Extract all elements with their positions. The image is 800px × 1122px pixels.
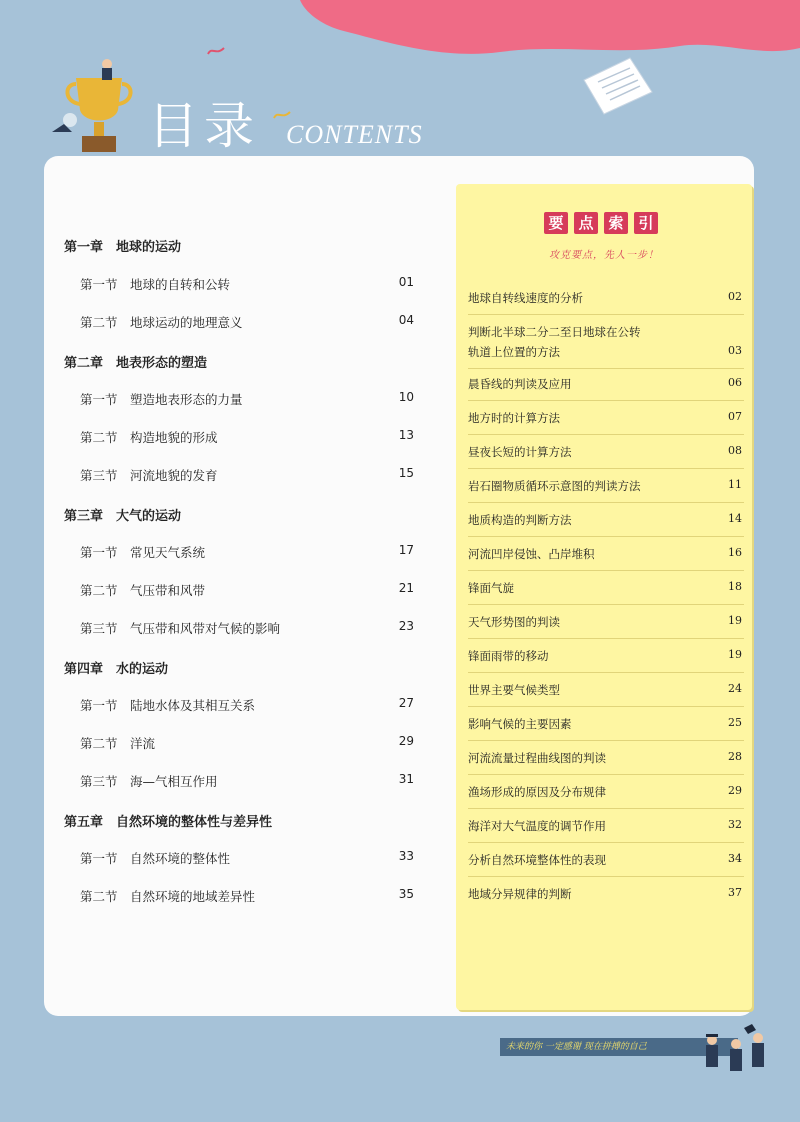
index-item-page: 19: [728, 648, 742, 661]
toc-section[interactable]: [44, 619, 464, 639]
page-number: 31: [398, 772, 414, 786]
index-item-page: 06: [728, 376, 742, 389]
page-number: 33: [398, 849, 414, 863]
index-item-title: 河流流量过程曲线图的判读: [468, 751, 606, 765]
toc-section[interactable]: [44, 390, 464, 410]
index-divider: [468, 740, 744, 741]
index-divider: [468, 434, 744, 435]
page-number: 29: [398, 734, 414, 748]
index-divider: [468, 536, 744, 537]
title-english: CONTENTS: [286, 120, 423, 149]
page-number: 35: [398, 887, 414, 901]
chapter-title: 第五章 自然环境的整体性与差异性: [64, 815, 273, 830]
chapter-title: 第二章 地表形态的塑造: [64, 356, 208, 371]
index-item[interactable]: [468, 322, 744, 362]
index-item-page: 14: [728, 512, 742, 525]
index-item-title: 地方时的计算方法: [468, 411, 560, 425]
index-item-title: 锋面气旋: [468, 581, 514, 595]
section-title: 第二节 气压带和风带: [80, 583, 206, 598]
index-item-page: 03: [728, 344, 742, 357]
index-item-title: 世界主要气候类型: [468, 683, 560, 697]
graduates-illustration: [694, 1022, 774, 1092]
index-item[interactable]: [468, 714, 744, 734]
index-item[interactable]: [468, 442, 744, 462]
index-item-page: 11: [728, 478, 742, 491]
index-subtitle: 攻克要点，先人一步！: [549, 250, 659, 261]
toc-chapter[interactable]: [44, 811, 464, 831]
toc-section[interactable]: [44, 543, 464, 563]
toc-section[interactable]: [44, 887, 464, 907]
index-item-page: 25: [728, 716, 742, 729]
motto-strip: 未来的你 一定感谢 现在拼搏的自己: [500, 1038, 738, 1056]
toc-chapter[interactable]: [44, 658, 464, 678]
index-item-title: 海洋对大气温度的调节作用: [468, 819, 606, 833]
index-item-page: 16: [728, 546, 742, 559]
index-item-page: 28: [728, 750, 742, 763]
toc-section[interactable]: [44, 734, 464, 754]
index-item-title: 锋面雨带的移动: [468, 649, 549, 663]
chapter-title: 第一章 地球的运动: [64, 240, 182, 255]
index-item-title-line2: 轨道上位置的方法: [468, 345, 560, 359]
section-title: 第一节 常见天气系统: [80, 545, 206, 560]
index-item[interactable]: [468, 816, 744, 836]
index-divider: [468, 502, 744, 503]
index-divider: [468, 314, 744, 315]
section-title: 第二节 地球运动的地理意义: [80, 315, 243, 330]
index-divider: [468, 368, 744, 369]
index-item[interactable]: [468, 646, 744, 666]
index-item-page: 24: [728, 682, 742, 695]
page-number: 27: [398, 696, 414, 710]
index-title: [544, 212, 664, 236]
index-divider: [468, 468, 744, 469]
index-divider: [468, 842, 744, 843]
trophy-icon: [42, 50, 142, 160]
index-item[interactable]: [468, 408, 744, 428]
index-item[interactable]: [468, 782, 744, 802]
index-divider: [468, 570, 744, 571]
toc-section[interactable]: [44, 428, 464, 448]
section-title: 第三节 气压带和风带对气候的影响: [80, 621, 281, 636]
section-title: 第三节 海—气相互作用: [80, 774, 218, 789]
index-item-page: 32: [728, 818, 742, 831]
index-divider: [468, 638, 744, 639]
index-item[interactable]: [468, 612, 744, 632]
index-divider: [468, 604, 744, 605]
key-points-index-panel: [456, 184, 752, 1010]
index-item[interactable]: [468, 476, 744, 496]
toc-section[interactable]: [44, 275, 464, 295]
toc-section[interactable]: [44, 313, 464, 333]
squiggle-decoration: [206, 44, 226, 58]
index-item-page: 19: [728, 614, 742, 627]
index-item-title: 天气形势图的判读: [468, 615, 560, 629]
index-item-page: 08: [728, 444, 742, 457]
page-number: 04: [398, 313, 414, 327]
page-number: 17: [398, 543, 414, 557]
page-number: 10: [398, 390, 414, 404]
index-item-title: 地球自转线速度的分析: [468, 291, 583, 305]
toc-section[interactable]: [44, 581, 464, 601]
page-number: 13: [398, 428, 414, 442]
section-title: 第二节 构造地貌的形成: [80, 430, 218, 445]
index-title-char: 引: [634, 212, 658, 234]
section-title: 第三节 河流地貌的发育: [80, 468, 218, 483]
index-item[interactable]: [468, 288, 744, 308]
chapter-title: 第四章 水的运动: [64, 662, 169, 677]
index-title-char: 索: [604, 212, 628, 234]
index-item-page: 07: [728, 410, 742, 423]
index-item-page: 02: [728, 290, 742, 303]
index-item-page: 29: [728, 784, 742, 797]
toc-section[interactable]: [44, 772, 464, 792]
index-divider: [468, 774, 744, 775]
index-item[interactable]: [468, 578, 744, 598]
index-divider: [468, 672, 744, 673]
page-number: 15: [398, 466, 414, 480]
index-item-title: 影响气候的主要因素: [468, 717, 572, 731]
index-title-char: 点: [574, 212, 598, 234]
section-title: 第二节 洋流: [80, 736, 156, 751]
section-title: 第二节 自然环境的地域差异性: [80, 889, 256, 904]
index-item[interactable]: [468, 544, 744, 564]
toc-chapter[interactable]: [44, 236, 464, 256]
paper-sheet-icon: [578, 56, 658, 116]
toc-section[interactable]: [44, 466, 464, 486]
index-item-title: 地质构造的判断方法: [468, 513, 572, 527]
section-title: 第一节 塑造地表形态的力量: [80, 392, 243, 407]
index-item-title: 河流凹岸侵蚀、凸岸堆积: [468, 547, 595, 561]
section-title: 第一节 陆地水体及其相互关系: [80, 698, 256, 713]
index-item-page: 37: [728, 886, 742, 899]
index-item[interactable]: [468, 748, 744, 768]
index-divider: [468, 808, 744, 809]
index-item[interactable]: [468, 680, 744, 700]
index-divider: [468, 400, 744, 401]
page-number: 01: [398, 275, 414, 289]
index-item-title: 晨昏线的判读及应用: [468, 377, 572, 391]
index-item-title: 昼夜长短的计算方法: [468, 445, 572, 459]
index-item[interactable]: [468, 510, 744, 530]
toc-section[interactable]: [44, 696, 464, 716]
index-item-title: 岩石圈物质循环示意图的判读方法: [468, 479, 641, 493]
index-divider: [468, 706, 744, 707]
index-item-page: 18: [728, 580, 742, 593]
index-item-page: 34: [728, 852, 742, 865]
toc-chapter[interactable]: [44, 505, 464, 525]
index-item-title: 分析自然环境整体性的表现: [468, 853, 606, 867]
title-chinese: 目录: [148, 97, 260, 155]
index-item[interactable]: [468, 884, 744, 904]
toc-section[interactable]: [44, 849, 464, 869]
chapter-title: 第三章 大气的运动: [64, 509, 182, 524]
section-title: 第一节 自然环境的整体性: [80, 851, 231, 866]
index-item-title: 渔场形成的原因及分布规律: [468, 785, 606, 799]
index-divider: [468, 876, 744, 877]
toc-chapter[interactable]: [44, 352, 464, 372]
index-title-char: 要: [544, 212, 568, 234]
section-title: 第一节 地球的自转和公转: [80, 277, 231, 292]
page-number: 21: [398, 581, 414, 595]
index-item-title: 判断北半球二分二至日地球在公转: [468, 325, 641, 339]
index-item[interactable]: [468, 374, 744, 394]
index-item[interactable]: [468, 850, 744, 870]
index-item-title: 地域分异规律的判断: [468, 887, 572, 901]
page-number: 23: [398, 619, 414, 633]
